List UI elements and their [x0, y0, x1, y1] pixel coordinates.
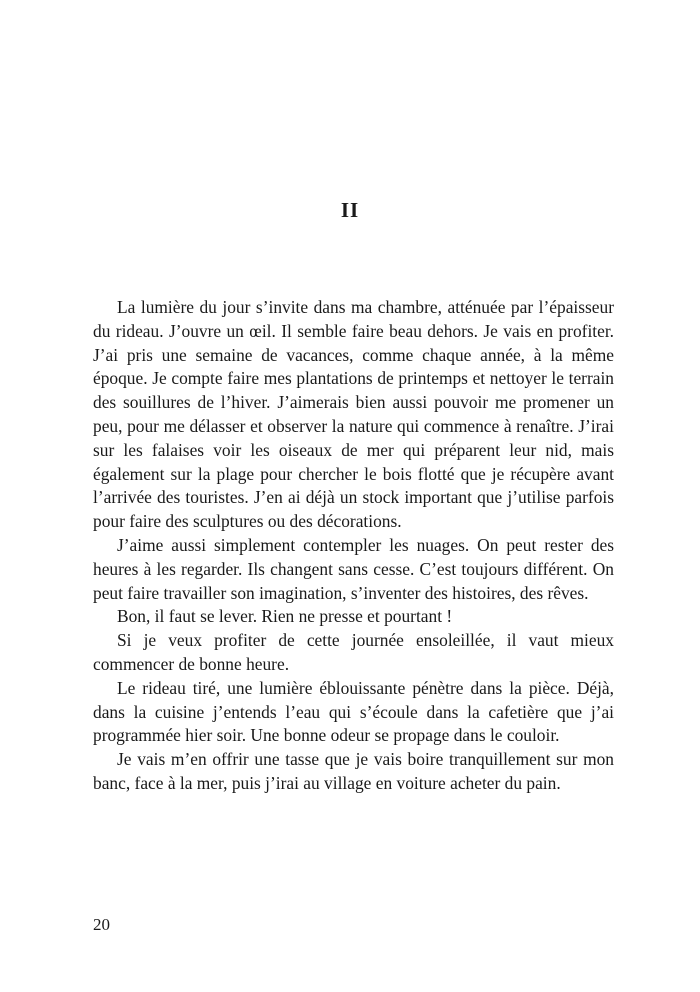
text-body — [93, 296, 614, 796]
paragraph: Bon, il faut se lever. Rien ne presse et pourtant ! — [117, 606, 453, 627]
paragraph: La lumière du jour s’invite dans ma chambre, atténuée par l’épaisseur du rideau. J’ouvre un œil. Il semble faire beau dehors. Je vais en profiter. J’ai pris une semaine de vacances, comme chaque année, à la même époque. Je compte faire mes plantations de printemps et nettoyer le terrain des souillures de l’hiver. J’aimerais bien aussi pouvoir me promener un peu, pour me délasser et observer la nature qui commence à renaître. J’irai sur les falaises voir les oiseaux de mer qui préparent leur nid, mais également sur la plage pour chercher le bois flotté que je récupère avant l’arrivée des touristes. J’en ai déjà un stock important que j’utilise parfois pour faire des sculptures ou des décorations. — [93, 297, 614, 532]
paragraph: Je vais m’en offrir une tasse que je vais boire tranquillement sur mon banc, face à la mer, puis j’irai au village en voiture acheter du pain. — [93, 749, 614, 793]
paragraph: J’aime aussi simplement contempler les nuages. On peut rester des heures à les regarder. Ils changent sans cesse. C’est toujours différent. On peut faire travailler son imagination, s’inventer des histoires, des rêves. — [93, 534, 614, 603]
page-number: 20 — [93, 915, 110, 934]
chapter-title: II — [340, 198, 360, 222]
paragraph: Si je veux profiter de cette journée ensoleillée, il vaut mieux commencer de bonne heure. — [93, 630, 614, 674]
paragraph: Le rideau tiré, une lumière éblouissante pénètre dans la pièce. Déjà, dans la cuisine j’entends l’eau qui s’écoule dans la cafetière que j’ai programmée hier soir. Une bonne odeur se propage dans le couloir. — [93, 677, 614, 746]
